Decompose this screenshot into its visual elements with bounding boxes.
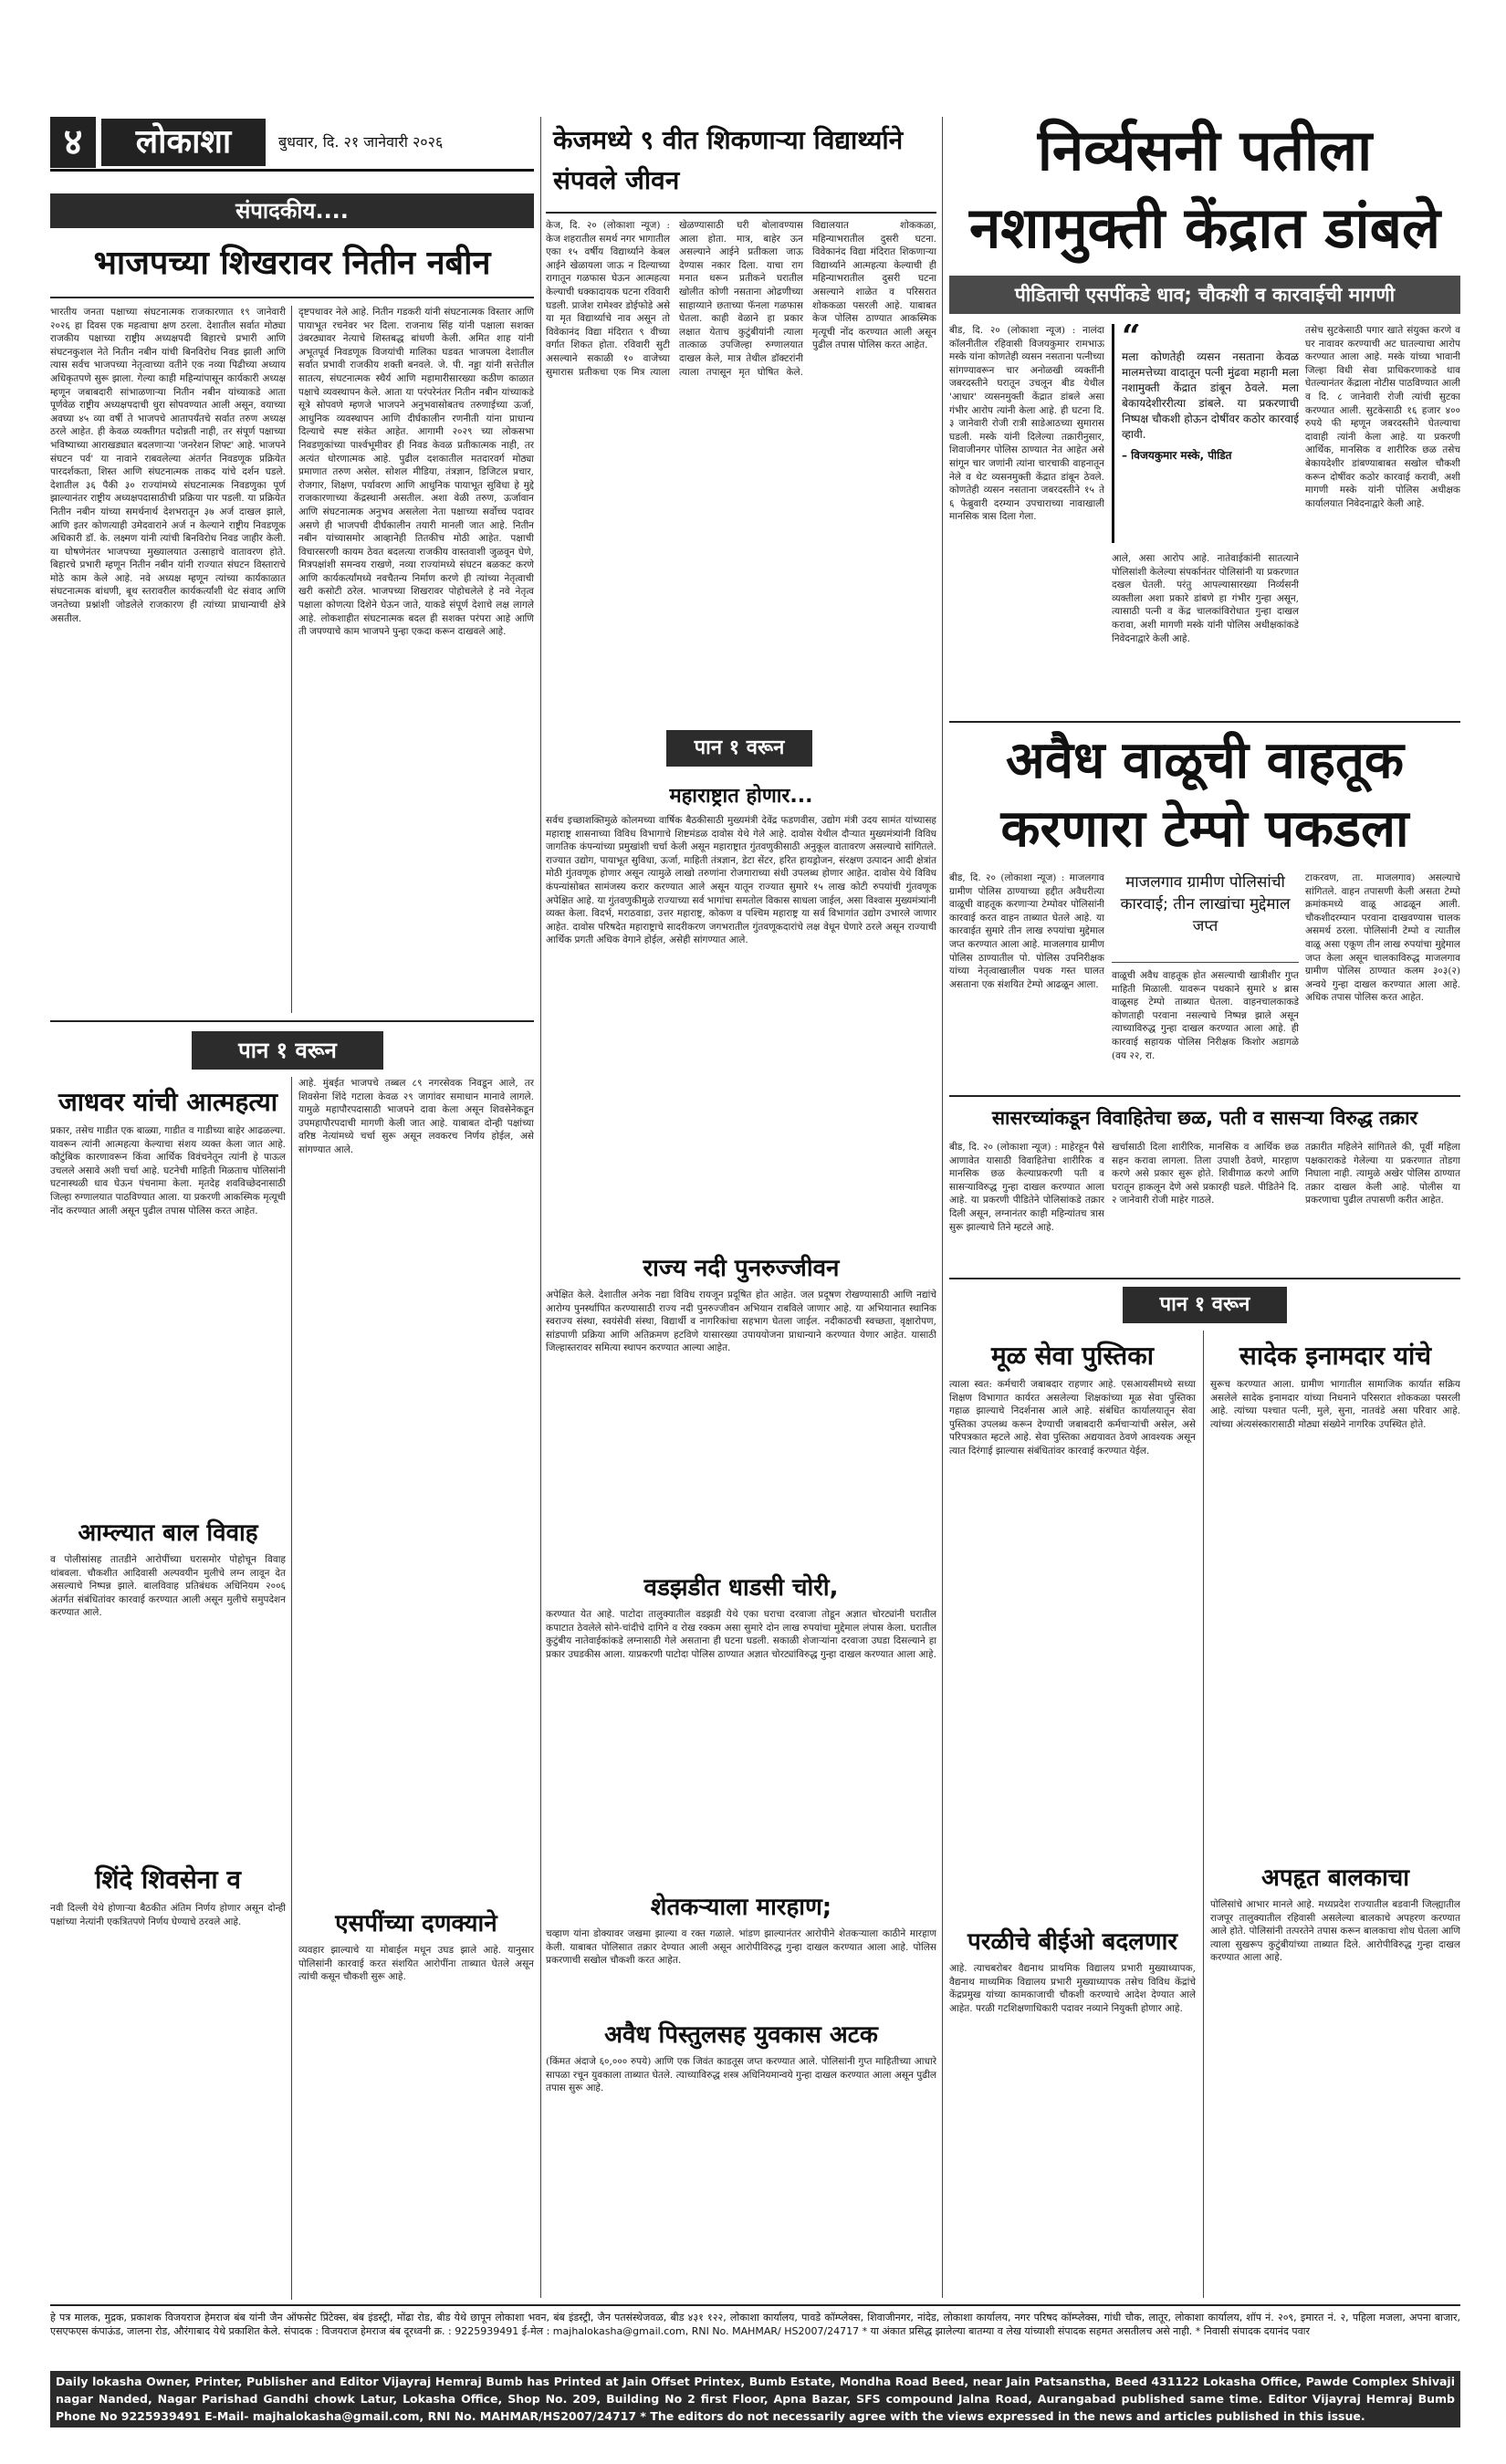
mid-continued bbox=[546, 774, 936, 2298]
right-t3: सुरूच करण्यात आला. ग्रामीण भागातील सामाजिक कार्यात सक्रिय असलेले सादेक इनामदार यांच्या निधनाने परिसरात शोककळा पसरली आहे. त्यांच्या पश्चात पत्नी, मुले, सुना, नातवंडे असा परिवार आहे. त्यांच्या अंत्यसंस्कारासाठी मोठ्या संख्येने नागरिक उपस्थित होते. bbox=[1210, 1379, 1460, 1430]
mid-t4: चव्हाण यांना डोक्यावर जखमा झाल्या व रक्त गळाले. भांडण झाल्यानंतर आरोपीने शेतकऱ्याला काठीने मारहाण केली. याबाबत पोलिसात तक्रार देण्यात आली असून आरोपीविरुद्ध गुन्हा दाखल करण्यात आला आहे. पोलिस प्रकरणाची सखोल चौकशी करत आहेत. bbox=[546, 1928, 936, 1967]
mid-h1: महाराष्ट्रात होणार... bbox=[669, 785, 813, 808]
right-continued-col-1 bbox=[949, 1331, 1196, 2298]
top-story-headline-line1: निर्व्यसनी पतीला bbox=[1037, 117, 1373, 183]
right-h3: सादेक इनामदार यांचे bbox=[1239, 1341, 1432, 1371]
mid-t1: सर्वच इच्छाशक्तिमुळे कोलमच्या वार्षिक बैठकीसाठी मुख्यमंत्री देवेंद्र फडणवीस, उद्योग मंत्री उदय सामंत यांच्यासह महाराष्ट्र शासनाच्या विविध विभागाचे शिष्टमंडळ दावोस येथे गेले आहे. दावोस येथील दौऱ्यात मुख्यमंत्र्यांनी विविध जागतिक कंपन्यांच्या प्रमुखांशी चर्चा केली असून महाराष्ट्रात गुंतवणुकीसाठी अनुकूल वातावरण असल्याचे सांगितले. राज्यात उद्योग, पायाभूत सुविधा, ऊर्जा, माहिती तंत्रज्ञान, डेटा सेंटर, हरित हायड्रोजन, संरक्षण उत्पादन आदी क्षेत्रांत मोठी गुंतवणूक होणार असून त्यामुळे लाखो तरुणांना रोजगाराच्या संधी उपलब्ध होणार आहेत. दावोस येथे विविध कंपन्यांसोबत सामंजस्य करार करण्यात आले असून यातून राज्यात सुमारे १५ लाख कोटी रुपयांची गुंतवणूक अपेक्षित आहे. या गुंतवणुकीमुळे राज्याच्या सर्व भागांचा समतोल विकास साधला जाईल, असा विश्वास मुख्यमंत्र्यांनी व्यक्त केला. विदर्भ, मराठवाडा, उत्तर महाराष्ट्र, कोकण व पश्चिम महाराष्ट्र या सर्व विभागांत उद्योग उभारले जाणार आहेत. दावोस परिषदेत महाराष्ट्राचे सादरीकरण जगभरातील गुंतवणूकदारांचे लक्ष वेधून घेणारे ठरले असून राज्याची आर्थिक प्रगती अधिक वेगाने होईल, असेही सांगण्यात आले. bbox=[546, 815, 936, 946]
dowry-col-3: तक्रारीत महिलेने सांगितले की, पूर्वी महिला पक्षकाराकडे गेलेल्या या प्रकरणात तोडगा निघाला नाही. त्यामुळे अखेर पोलिस ठाण्यात तक्रार दाखल केली आहे. पोलीस या प्रकरणाचा पुढील तपासणी करीत आहेत. bbox=[1305, 1142, 1460, 1206]
mid-h4: शेतकऱ्याला मारहाण; bbox=[650, 1894, 832, 1921]
kej-story-text: केज, दि. २० (लोकाशा न्यूज) : केज शहरातील समर्थ नगर भागातील एका १५ वर्षीय विद्यार्थ्याने केबल आईने खेळायला जाऊ न दिल्याच्या रागातून गळफास घेऊन आत्महत्या केल्याची धक्कादायक घटना रविवारी घडली. प्राजेश रामेश्वर डोईफोडे असे या मृत विद्यार्थ्याचे नाव असून तो विवेकानंद विद्या मंदिरात ९ वीच्या वर्गात शिकत होता. रविवारी सुटी असल्याने सकाळी १० वाजेच्या सुमारास प्रतीकचा एक मित्र त्याला खेळण्यासाठी घरी बोलावण्यास आला होता. मात्र, बाहेर ऊन असल्याने आईने प्रतीकला जाऊ देण्यास नकार दिला. याचा राग मनात धरून प्रतीकने घरातील खोलीत कोणी नसताना ओढणीच्या साहाय्याने छताच्या फॅनला गळफास घेतला. काही वेळाने हा प्रकार लक्षात येताच कुटुंबीयांनी त्याला तात्काळ उपजिल्हा रुग्णालयात दाखल केले, मात्र तेथील डॉक्टरांनी त्याला तपासून मृत घोषित केले. विद्यालयात शोककळा, महिन्याभरातील दुसरी घटना. विवेकानंद विद्या मंदिरात शिकणाऱ्या विद्यार्थ्याने आत्महत्या केल्याची ही महिन्याभरातील दुसरी घटना असल्याने शाळेत व परिसरात शोककळा पसरली आहे. याबाबत केज पोलिस ठाण्यात आकस्मिक मृत्यूची नोंद करण्यात आली असून पुढील तपास पोलिस करत आहेत. bbox=[546, 220, 936, 378]
top-story-col-3: तसेच सुटकेसाठी पगार खाते संयुक्त करणे व घर नावावर करण्याची अट घातल्याचा आरोप करण्यात आला आहे. मस्के यांच्या भावानी जिल्हा विधी सेवा प्राधिकरणाकडे धाव घेतल्यानंतर केंद्राला नोटीस पाठविण्यात आली व दि. ८ जानेवारी रोजी त्यांची सुटका करण्यात आली. सुटकेसाठी १६ हजार ४०० रुपये फी म्हणून जबरदस्तीने घेतल्याचा दावाही त्यांनी केला आहे. या प्रकरणी आर्थिक, मानसिक व शारीरिक छळ तसेच बेकायदेशीर डांबण्याबाबत सखोल चौकशी करून दोषींवर कठोर कारवाई करावी, अशी मागणी मस्के यांनी पोलिस अधीक्षक कार्यालयात निवेदनाद्वारे केली आहे. bbox=[1305, 325, 1460, 509]
dowry-col-2: खर्चासाठी दिला शारीरिक, मानसिक व आर्थिक छळ सहन करावा लागला. तिला उपाशी ठेवणे, मारहाण करणे असे प्रकार सुरू होते. शिवीगाळ करणे आणि घरातून हाकलून देणे असे प्रकारही घडले. पीडितेने दि. २ जानेवारी रोजी माहेर गाठले. bbox=[1112, 1142, 1299, 1206]
left-h1: जाधवर यांची आत्महत्या bbox=[58, 1087, 277, 1117]
kej-story-headline: केजमध्ये ९ वीत शिकणाऱ्या विद्यार्थ्याने संपवले जीवन bbox=[553, 125, 904, 195]
footer-imprint-marathi: हे पत्र मालक, मुद्रक, प्रकाशक विजयराज हेमराज बंब यांनी जैन ऑफसेट प्रिंटेक्स, बंब इंडस्ट्री, मोंढा रोड, बीड येथे छापून लोकाशा भवन, बंब इंडस्ट्री, जैन पतसंस्थेजवळ, बीड ४३१ १२२, लोकाशा कार्यालय, पावडे कॉम्प्लेक्स, शिवाजीनगर, नांदेड, लोकाशा कार्यालय, नगर परिषद कॉम्प्लेक्स, गांधी चौक, लातूर, लोकाशा कार्यालय, शॉप नं. २०९, इमारत नं. २, पहिला मजला, अपना बाजार, एसएफएस कंपाऊंड, जालना रोड, औरंगाबाद येथे प्रकाशित केले. संपादक : विजयराज हेमराज बंब दूरध्वनी क्र. : 9225939491 ई-मेल : majhalokasha@gmail.com, RNI No. MAHMAR/ HS2007/24717 * या अंकात प्रसिद्ध झालेल्या बातम्या व लेख यांच्याशी संपादक सहमत असतीलच असे नाही. * निवासी संपादक दयानंद पवार bbox=[50, 2312, 1460, 2337]
mid-continued-banner: पान १ वरून bbox=[666, 730, 812, 767]
right-t1: त्याला स्वत: कर्मचारी जबाबदार राहणार आहे. एसआयसीमध्ये सध्या शिक्षण विभागात कार्यरत असलेल्या शिक्षकांच्या मूळ सेवा पुस्तिका गहाळ झाल्याचे निदर्शनास आले आहे. संबंधित कार्यालयातून सेवा पुस्तिका उपलब्ध करून देण्याची जबाबदारी कर्मचाऱ्यांची असेल, असे परिपत्रकात म्हटले आहे. सेवा पुस्तिका अद्ययावत ठेवणे आवश्यक असून त्यात दिरंगाई झाल्यास संबंधितांवर कारवाई करण्यात येईल. bbox=[949, 1379, 1196, 1456]
masthead bbox=[50, 117, 534, 172]
editorial-divider bbox=[291, 306, 292, 1013]
sand-headline-line1: अवैध वाळूची वाहतूक bbox=[1006, 731, 1404, 790]
left-h2: आम्ल्यात बाल विवाह bbox=[78, 1519, 258, 1547]
right-continued-col-2 bbox=[1210, 1331, 1460, 2298]
editorial-rule bbox=[50, 297, 534, 298]
mid-t2: अपेक्षित केले. देशातील अनेक नद्या विविध रायजून प्रदूषित होत आहेत. जल प्रदूषण रोखण्यासाठी आणि नद्यांचे आरोग्य पुनर्स्थापित करण्यासाठी राज्य नदी पुनरुज्जीवन अभियान राबविले जाणार आहे. या अभियानात स्थानिक स्वराज्य संस्था, स्वयंसेवी संस्था, विद्यार्थी व नागरिकांचा सहभाग घेतला जाईल. नदीकाठची स्वच्छता, वृक्षारोपण, सांडपाणी प्रक्रिया आणि अतिक्रमण हटविणे यासारख्या उपाययोजना प्राधान्याने करण्यात येणार आहेत. यासाठी जिल्हास्तरावर समित्या स्थापन करण्यात आल्या आहेत. bbox=[546, 1289, 936, 1354]
sand-col-2: वाळूची अवैध वाहतूक होत असल्याची खात्रीशीर गुप्त माहिती मिळाली. यावरून पथकाने सुमारे ४ ब्रास वाळूसह टेम्पो ताब्यात घेतला. वाहनचालकाकडे कोणताही परवाना नसल्याचे निष्पन्न झाले असून त्याच्याविरुद्ध गुन्हा दाखल करण्यात आला आहे. ही कारवाई सहायक पोलिस निरीक्षक किशोर अडागळे (वय २२, रा. bbox=[1112, 970, 1299, 1061]
top-story-pull-quote bbox=[1112, 324, 1299, 543]
col-divider-1 bbox=[540, 117, 541, 2298]
col-divider-2 bbox=[942, 117, 943, 2298]
dowry-col-1: बीड, दि. २० (लोकाशा न्यूज) : माहेरहून पैसे आणावेत यासाठी विवाहितेचा शारीरिक व मानसिक छळ केल्याप्रकरणी पती व सासऱ्याविरुद्ध गुन्हा दाखल करण्यात आला आहे. या प्रकरणी पीडितेने पोलिसांकडे तक्रार दिली असून, लग्नानंतर काही महिन्यांतच त्रास सुरू झाल्याचे तिने म्हटले आहे. bbox=[949, 1142, 1104, 1233]
right-continued-banner: पान १ वरून bbox=[1123, 1287, 1287, 1323]
left-t2: व पोलीसांसह तातडीने आरोपींच्या घरासमोर पोहोचून विवाह थांबवला. चौकशीत आदिवासी अल्पवयीन मुलीचे लग्न लावून देत असल्याचे निष्पन्न झाले. बालविवाह प्रतिबंधक अधिनियम २००६ अंतर्गत संबंधितांवर कारवाई करण्यात आली असून मुलीचे समुपदेशन करण्यात आले. bbox=[50, 1554, 286, 1619]
editorial-col-2: दृष्टपथावर नेले आहे. नितीन गडकरी यांनी संघटनात्मक विस्तार आणि पायाभूत रचनेवर भर दिला. राजनाथ सिंह यांनी पक्षाला सशक्त उंबरठ्यावर नेत्याचे शिस्तबद्ध बांधणी केली. अमित शाह यांनी अभूतपूर्व निवडणूक विजयांची मालिका घडवत भाजपला देशातील सर्वात प्रभावी राजकीय शक्ती बनवले. जे. पी. नड्डा यांनी सत्तेतील सातत्य, संघटनात्मक स्थैर्य आणि महामारीसारख्या कठीण काळात पक्षाचे व्यवस्थापन केले. आता या परंपरेनंतर नितीन नबीन यांच्याकडे सूत्रे सोपवणे म्हणजे भाजपने अनुभवासोबतच तरुणाईच्या ऊर्जा, आधुनिक व्यवस्थापन आणि दीर्घकालीन रणनीती यांना प्राधान्य दिल्याचे स्पष्ट संकेत आहेत. आगामी २०२९ च्या लोकसभा निवडणुकांच्या पार्श्वभूमीवर ही निवड केवळ प्रतीकात्मक नाही, तर अत्यंत धोरणात्मक आहे. पुढील दशकातील मतदारवर्ग मोठ्या प्रमाणात तरुण असेल. सोशल मीडिया, तंत्रज्ञान, डिजिटल प्रचार, रोजगार, शिक्षण, पर्यावरण आणि आधुनिक पायाभूत सुविधा हे मुद्दे राजकारणाच्या केंद्रस्थानी असतील. अशा वेळी तरुण, ऊर्जावान आणि संघटनात्मक अनुभव असलेला नेता पक्षाच्या सर्वोच्च पदावर असणे ही भाजपची दीर्घकालीन तयारी मानली जात आहे. नितीन नबीन यांच्यासमोर आव्हानेही तितकीच मोठी आहेत. पक्षाची विचारसरणी कायम ठेवत बदलत्या राजकीय वास्तवाशी जुळवून घेणे, मित्रपक्षांशी समन्वय राखणे, नव्या राज्यांमध्ये संघटन बळकट करणे आणि कार्यकर्त्यांमध्ये नवचैतन्य निर्माण करणे ही त्यांच्या नेतृत्वाची खरी कसोटी ठरेल. भाजपच्या शिखरावर पोहोचलेले हे नवे नेतृत्व पक्षाला कोणत्या दिशेने घेऊन जाते, याकडे संपूर्ण देशाचे लक्ष लागले आहे. लोकशाहीत संघटनात्मक बदल ही सशक्त परंपरा आहे आणि ती जपण्याचे काम भाजपने पुन्हा एकदा करून दाखवले आहे. bbox=[298, 307, 534, 638]
editorial-headline: भाजपच्या शिखरावर नितीन नबीन bbox=[93, 245, 491, 282]
mid-t3: करण्यात येत आहे. पाटोदा तालुक्यातील वडझडी येथे एका घराचा दरवाजा तोडून अज्ञात चोरट्यांनी घरातील कपाटात ठेवलेले सोने-चांदीचे दागिने व रोख रक्कम असा सुमारे दोन लाख रुपयांचा मुद्देमाल लंपास केला. घरातील कुटुंबीय नातेवाईकांकडे लग्नासाठी गेले असताना ही घटना घडली. सकाळी शेजाऱ्यांना दरवाजा उघडा दिसल्याने हा प्रकार उघडकीस आला. याप्रकरणी पाटोदा पोलिस ठाण्यात अज्ञात चोरट्यांविरुद्ध गुन्हा दाखल करण्यात आला आहे. bbox=[546, 1609, 936, 1660]
right-divider bbox=[1203, 1331, 1204, 2298]
left-divider bbox=[291, 1077, 292, 2300]
right-t4: पोलिसांचे आभार मानले आहे. मध्यप्रदेश राज्यातील बडवानी जिल्ह्यातील राजपूर तालुक्यातील रहिवासी असलेल्या बालकाचे अपहरण करण्यात आले होते. पोलिसांनी तत्परतेने तपास करून बालकाचा शोध घेतला आणि त्याला सुखरूप कुटुंबीयांच्या ताब्यात दिले. आरोपीविरुद्ध गुन्हा दाखल करण्यात आला आहे. bbox=[1210, 1899, 1460, 1964]
left-t3: नवी दिल्ली येथे होणाऱ्या बैठकीत अंतिम निर्णय होणार असून दोन्ही पक्षांच्या नेत्यांनी एकत्रितपणे निर्णय घेण्याचे ठरवले आहे. bbox=[50, 1903, 286, 1927]
footer-imprint-english: Daily lokasha Owner, Printer, Publisher and Editor Vijayraj Hemraj Bumb has Printed at Jain Offset Printex, Bumb Estate, Mondha Road Beed, near Jain Patsanstha, Beed 431122 Lokasha Office, Pawde Complex Shivaji nagar Nanded, Nagar Parishad Gandhi chowk Latur, Lokasha Office, Shop No. 209, Building No 2 first Floor, Apna Bazar, SFS compound Jalna Road, Aurangabad published same time. Editor Vijayraj Hemraj Bumb Phone No 9225939491 E-Mail- majhalokasha@gmail.com, RNI No. MAHMAR/HS2007/24717 * The editors do not necessarily agree with the views expressed in the news and articles published in this issue. bbox=[50, 2371, 1460, 2427]
left-t1b: आहे. मुंबईत भाजपचे तब्बल ८९ नगरसेवक निवडून आले, तर शिवसेना शिंदे गटाला केवळ २९ जागांवर समाधान मानावे लागले. यामुळे महापौरपदासाठी भाजपने दावा केला असून शिवसेनेकडून उपमहापौरपदाची मागणी केली जात आहे. याबाबत दोन्ही पक्षांच्या वरिष्ठ नेत्यांमध्ये चर्चा सुरू असून लवकरच निर्णय होईल, असे सांगण्यात आले. bbox=[298, 1078, 534, 1155]
mid-h2: राज्य नदी पुनरुज्जीवन bbox=[643, 1255, 840, 1282]
dowry-rule bbox=[949, 1095, 1460, 1097]
top-story-subhead: पीडिताची एसपींकडे धाव; चौकशी व कारवाईची मागणी bbox=[949, 276, 1460, 314]
kej-rule bbox=[546, 212, 936, 214]
sand-headline-line2: करणारा टेम्पो पकडला bbox=[1000, 799, 1409, 859]
right-h2: परळीचे बीईओ बदलणार bbox=[967, 1928, 1177, 1956]
left-t4: व्यवहार झाल्याचे या मोबाईल मधून उघड झाले आहे. यानुसार पोलिसांनी कारवाई करत संशयित आरोपींना ताब्यात घेतले असून त्यांची कसून चौकशी सुरू आहे. bbox=[298, 1945, 534, 1983]
mid-h3: वडझडीत धाडसी चोरी, bbox=[643, 1574, 839, 1602]
top-story-col-1: बीड, दि. २० (लोकाशा न्यूज) : नालंदा कॉलनीतील रहिवासी विजयकुमार रामभाऊ मस्के यांना कोणतेही व्यसन नसताना पत्नीच्या सांगण्यावरून चार अनोळखी व्यक्तींनी जबरदस्तीने घरातून उचलून बीड येथील 'आधार' व्यसनमुक्ती केंद्रात डांबले असा गंभीर आरोप त्यांनी केला आहे. ही घटना दि. ३ जानेवारी रोजी रात्री साडेआठच्या सुमारास घडली. मस्के यांनी दिलेल्या तक्रारीनुसार, शिवाजीनगर पोलिस ठाण्यात नेत आहेत असे सांगून चार जणांनी त्यांना चारचाकी वाहनातून नेले व थेट व्यसनमुक्ती केंद्रात डांबून ठेवले. कोणतेही व्यसन नसताना जबरदस्तीने १५ ते ६ फेब्रुवारी दरम्यान उपचाराच्या नावाखाली मानसिक त्रास दिला गेला. bbox=[949, 325, 1104, 523]
left-continued-banner: पान १ वरून bbox=[192, 1031, 383, 1070]
top-story-headline-line2: नशामुक्ती केंद्रात डांबले bbox=[968, 194, 1441, 261]
page-number: ४ bbox=[50, 117, 96, 168]
sand-byline: माजलगाव ग्रामीण पोलिसांची कारवाई; तीन लाखांचा मुद्देमाल जप्त bbox=[1112, 872, 1299, 963]
footer-rule bbox=[50, 2304, 1460, 2306]
sand-col-1: बीड, दि. २० (लोकाशा न्यूज) : माजलगाव ग्रामीण पोलिस ठाण्याच्या हद्दीत अवैधरीत्या वाळूची वाहतूक करणाऱ्या टेम्पोवर पोलिसांनी कारवाई करत वाहन ताब्यात घेतले आहे. या कारवाईत सुमारे तीन लाख रुपयांचा मुद्देमाल जप्त करण्यात आला आहे. माजलगाव ग्रामीण पोलिस ठाण्यातील पो. पोलिस उपनिरीक्षक यांच्या नेतृत्वाखालील पथक गस्त घालत असताना एक संशयित टेम्पो आढळून आला. bbox=[949, 872, 1104, 990]
right-h4: अपहृत बालकाचा bbox=[1261, 1864, 1409, 1892]
editorial-col-1: भारतीय जनता पक्षाच्या संघटनात्मक राजकारणात १९ जानेवारी २०२६ हा दिवस एक महत्वाचा क्षण ठरला. देशातील सर्वात मोठ्या राजकीय पक्षाच्या राष्ट्रीय अध्यक्षपदी बिहारचे प्रभारी आणि संघटनकुशल नेते नितीन नबीन यांची बिनविरोध निवड झाली आणि त्यास सर्वच भाजपच्या नेतृत्वाच्या वतीने एक नव्या पिढीच्या अध्याय अधिकृतपणे सुरू झाला. गेल्या काही महिन्यांपासून कार्यकारी अध्यक्ष म्हणून जबाबदारी सांभाळणाऱ्या नितीन नबीन यांच्याकडे आता पूर्णवेळ राष्ट्रीय अध्यक्षपदाची धुरा सोपवण्यात आली असून, वयाच्या अवघ्या ४५ व्या वर्षी ते भाजपचे आतापर्यंतचे सर्वात तरुण अध्यक्ष ठरले आहेत. ही केवळ व्यक्तीगत पदोन्नती नाही, तर संपूर्ण पक्षाच्या भविष्याच्या आराखड्यात बदलणाऱ्या 'जनरेशन शिफ्ट' आहे. भाजपने संघटन पर्व' या नावाने राबवलेल्या अंतर्गत निवडणूक प्रक्रियेत पारदर्शकता, शिस्त आणि संघटनात्मक ताकद यांचे दर्शन घडले. देशातील ३६ पैकी ३० राज्यांमध्ये संघटनात्मक निवडणुका पूर्ण झाल्यानंतर राष्ट्रीय अध्यक्षपदासाठीची प्रक्रिया पार पडली. या प्रक्रियेत नितीन नबीन यांच्या समर्थनार्थ देशभरातून ३७ अर्ज दाखल झाले, आणि इतर कोणत्याही उमेदवाराने अर्ज न केल्याने राष्ट्रीय निवडणूक अधिकारी डॉ. के. लक्ष्मण यांनी त्यांची बिनविरोध निवड जाहीर केली. या घोषणेनंतर भाजपच्या मुख्यालयात उत्साहाचे वातावरण होते. बिहारचे प्रभारी म्हणून नितीन नबीन यांनी राज्यात संघटन विस्ताराचे मोठे काम केले आहे. नवे अध्यक्ष म्हणून त्यांच्या कार्यकाळात संघटनात्मक बांधणी, बूथ स्तरावरील कार्यकर्त्यांशी थेट संवाद आणि जनतेच्या प्रश्नांशी जोडलेले राजकारण ही त्यांच्या प्राधान्याची क्षेत्रे असतील. bbox=[50, 307, 286, 624]
right-t2: आहे. त्याचबरोबर वैद्यनाथ प्राथमिक विद्यालय प्रभारी मुख्याध्यापक, वैद्यनाथ माध्यमिक विद्यालय प्रभारी मुख्याध्यापक तसेच विविध केंद्रांचे केंद्रप्रमुख यांच्या कामकाजाची चौकशी करण्याचे आदेश देण्यात आले आहेत. परळी गटशिक्षणाधिकारी पदावर नव्याने नियुक्ती होणार आहे. bbox=[949, 1963, 1196, 2014]
top-story-col-2: आले, असा आरोप आहे. नातेवाईकांनी सातत्याने पोलिसांशी केलेल्या संपर्कानंतर पोलिसांनी या प्रकरणात दखल घेतली. परंतु आपल्यासारख्या निर्व्यसनी व्यक्तीला अशा प्रकारे डांबणे हा गंभीर गुन्हा असून, त्यासाठी पत्नी व केंद्र चालकांविरोधात गुन्हा दाखल करावा, अशी मागणी मस्के यांनी पोलिस अधीक्षकांकडे निवेदनाद्वारे केली आहे. bbox=[1112, 553, 1299, 644]
right-bottom-rule bbox=[949, 1278, 1460, 1279]
pull-quote-author: – विजयकुमार मस्के, पीडित bbox=[1122, 449, 1232, 462]
sand-col-3: टाकरवण, ता. माजलगाव) असल्याचे सांगितले. वाहन तपासणी केली असता टेम्पो क्रमांकमध्ये वाळू आढळून आली. चौकशीदरम्यान परवाना दाखवण्यास चालक असमर्थ ठरला. पोलिसांनी टेम्पो व त्यातील वाळू असा एकूण तीन लाख रुपयांचा मुद्देमाल जप्त केला असून चालकाविरुद्ध माजलगाव ग्रामीण पोलिस ठाण्यात कलम ३०३(२) अन्वये गुन्हा दाखल करण्यात आला आहे. अधिक तपास पोलिस करत आहेत. bbox=[1305, 872, 1460, 1004]
right-h1: मूळ सेवा पुस्तिका bbox=[990, 1341, 1155, 1371]
mid-h5: अवैध पिस्तुलसह युवकास अटक bbox=[604, 2021, 878, 2049]
left-continued-col-2 bbox=[298, 1077, 534, 2300]
left-bottom-rule bbox=[50, 1020, 534, 1022]
mid-t5: (किंमत अंदाजे ६०,००० रुपये) आणि एक जिवंत काडतूस जप्त करण्यात आले. पोलिसांनी गुप्त माहितीच्या आधारे सापळा रचून युवकाला ताब्यात घेतले. त्याच्याविरुद्ध शस्त्र अधिनियमान्वये गुन्हा दाखल करण्यात आला असून पुढील तपास सुरू आहे. bbox=[546, 2056, 936, 2094]
brand-logo: लोकाशा bbox=[101, 119, 266, 166]
dowry-headline: सासरच्यांकडून विवाहितेचा छळ, पती व सासऱ्या विरुद्ध तक्रार bbox=[991, 1107, 1418, 1129]
pull-quote-text: मला कोणतेही व्यसन नसताना केवळ मालमत्तेच्या वादातून पत्नी मुंढवा महानी मला नशामुक्ती केंद्रात डांबून ठेवले. मला बेकायदेशीररीत्या डांबले. या प्रकरणाची निष्पक्ष चौकशी होऊन दोषींवर कठोर कारवाई व्हावी. bbox=[1122, 350, 1299, 441]
sand-rule bbox=[949, 721, 1460, 723]
issue-date: बुधवार, दि. २१ जानेवारी २०२६ bbox=[278, 133, 444, 151]
left-t1: प्रकार, तसेच गाडीत एक बाळ्या, गाडीत व गाडीच्या बाहेर आढळल्या. यावरून त्यांनी आत्महत्या केल्याचा संशय व्यक्त केला जात आहे. कौटुंबिक कारणावरून किंवा आर्थिक विवंचनेतून त्यांनी हे पाऊल उचलले असावे अशी चर्चा आहे. घटनेची माहिती मिळताच पोलिसांनी घटनास्थळी धाव घेऊन पंचनामा केला. मृतदेह शवविच्छेदनासाठी जिल्हा रुग्णालयात पाठविण्यात आला. या प्रकरणी आकस्मिक मृत्यूची नोंद करण्यात आली असून पुढील तपास पोलिस करत आहेत. bbox=[50, 1125, 286, 1216]
left-continued-col-1 bbox=[50, 1077, 286, 2300]
left-h4: एसपींच्या दणक्याने bbox=[335, 1910, 497, 1937]
quote-mark-icon: “ bbox=[1122, 324, 1141, 356]
editorial-section-label: संपादकीय.... bbox=[50, 193, 534, 228]
left-h3: शिंदे शिवसेना व bbox=[95, 1864, 241, 1895]
